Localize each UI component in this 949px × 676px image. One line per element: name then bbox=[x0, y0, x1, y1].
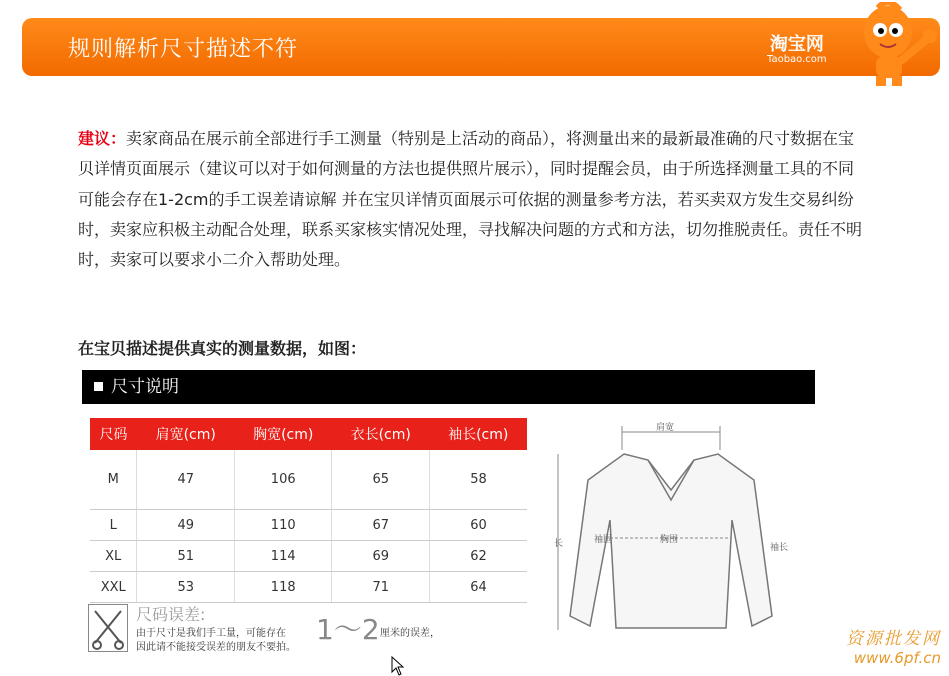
advice-paragraph bbox=[78, 124, 868, 275]
col-length: 衣长(cm) bbox=[332, 418, 430, 450]
table-cell: 47 bbox=[137, 450, 235, 510]
scissors-ruler-icon bbox=[88, 604, 128, 652]
table-cell: 67 bbox=[332, 510, 430, 541]
error-title: 尺码误差: bbox=[136, 605, 206, 624]
size-section-bar bbox=[82, 370, 815, 404]
table-cell: 62 bbox=[429, 541, 527, 572]
table-cell: 65 bbox=[332, 450, 430, 510]
table-cell: XXL bbox=[90, 572, 137, 603]
header-banner bbox=[22, 18, 940, 76]
table-cell: 64 bbox=[429, 572, 527, 603]
error-line1-suffix: 厘米的误差， bbox=[380, 628, 440, 639]
table-cell: 51 bbox=[137, 541, 235, 572]
size-error-note bbox=[88, 602, 488, 658]
table-cell: 106 bbox=[234, 450, 332, 510]
error-line1: 由于尺寸是我们手工量，可能存在 bbox=[136, 628, 286, 639]
logo-en: Taobao.com bbox=[767, 54, 827, 65]
label-length: 长 bbox=[554, 539, 564, 549]
advice-lead: 建议： bbox=[78, 129, 127, 148]
size-section-title: 尺寸说明 bbox=[111, 377, 179, 397]
table-row bbox=[90, 450, 527, 510]
table-cell: M bbox=[90, 450, 137, 510]
mascot-icon bbox=[848, 2, 940, 88]
size-table-header bbox=[90, 418, 527, 450]
page-title: 规则解析尺寸描述不符 bbox=[68, 37, 299, 62]
table-cell: 114 bbox=[234, 541, 332, 572]
table-cell: L bbox=[90, 510, 137, 541]
table-cell: 58 bbox=[429, 450, 527, 510]
label-chest: 胸围 bbox=[660, 535, 679, 545]
square-bullet-icon bbox=[94, 382, 103, 391]
size-table bbox=[90, 418, 527, 603]
table-row bbox=[90, 572, 527, 603]
error-range: 1～2 bbox=[316, 613, 380, 646]
advice-text: 卖家商品在展示前全部进行手工测量（特别是上活动的商品），将测量出来的最新最准确的尺寸数据在宝贝详情页面展示（建议可以对于如何测量的方法也提供照片展示），同时提醒会员，由于所选择测量工具的不同可能会存在1-2cm的手工误差请谅解 并在宝贝详情页面展示可依据的测量参考方法，若买卖双方发生交易纠纷时，卖家应积极主动配合处理，联系买家核实情况处理，寻找解决问题的方式和方法，切勿推脱责任。责任不明时，卖家可以要求小二介入帮助处理。 bbox=[78, 129, 863, 270]
label-sleeve-width: 袖围 bbox=[594, 535, 613, 545]
col-size: 尺码 bbox=[90, 418, 137, 450]
table-cell: XL bbox=[90, 541, 137, 572]
label-shoulder: 肩宽 bbox=[656, 423, 675, 433]
subheading: 在宝贝描述提供真实的测量数据，如图： bbox=[78, 339, 367, 358]
watermark-line2: www.6pf.cn bbox=[853, 649, 941, 667]
table-row bbox=[90, 541, 527, 572]
table-row bbox=[90, 510, 527, 541]
col-chest: 胸宽(cm) bbox=[234, 418, 332, 450]
watermark bbox=[846, 624, 941, 667]
table-cell: 53 bbox=[137, 572, 235, 603]
table-cell: 118 bbox=[234, 572, 332, 603]
table-cell: 71 bbox=[332, 572, 430, 603]
col-shoulder: 肩宽(cm) bbox=[137, 418, 235, 450]
table-cell: 60 bbox=[429, 510, 527, 541]
watermark-line1: 资源批发网 bbox=[846, 629, 941, 649]
table-cell: 69 bbox=[332, 541, 430, 572]
logo-cn: 淘宝网 bbox=[769, 34, 824, 55]
taobao-logo bbox=[767, 30, 827, 65]
mouse-cursor-icon bbox=[391, 656, 405, 676]
error-line2: 因此请不能接受误差的朋友不要拍。 bbox=[136, 642, 296, 653]
table-cell: 49 bbox=[137, 510, 235, 541]
table-cell: 110 bbox=[234, 510, 332, 541]
label-sleeve-length: 袖长 bbox=[770, 543, 789, 553]
sweater-diagram bbox=[536, 420, 806, 650]
col-sleeve: 袖长(cm) bbox=[429, 418, 527, 450]
